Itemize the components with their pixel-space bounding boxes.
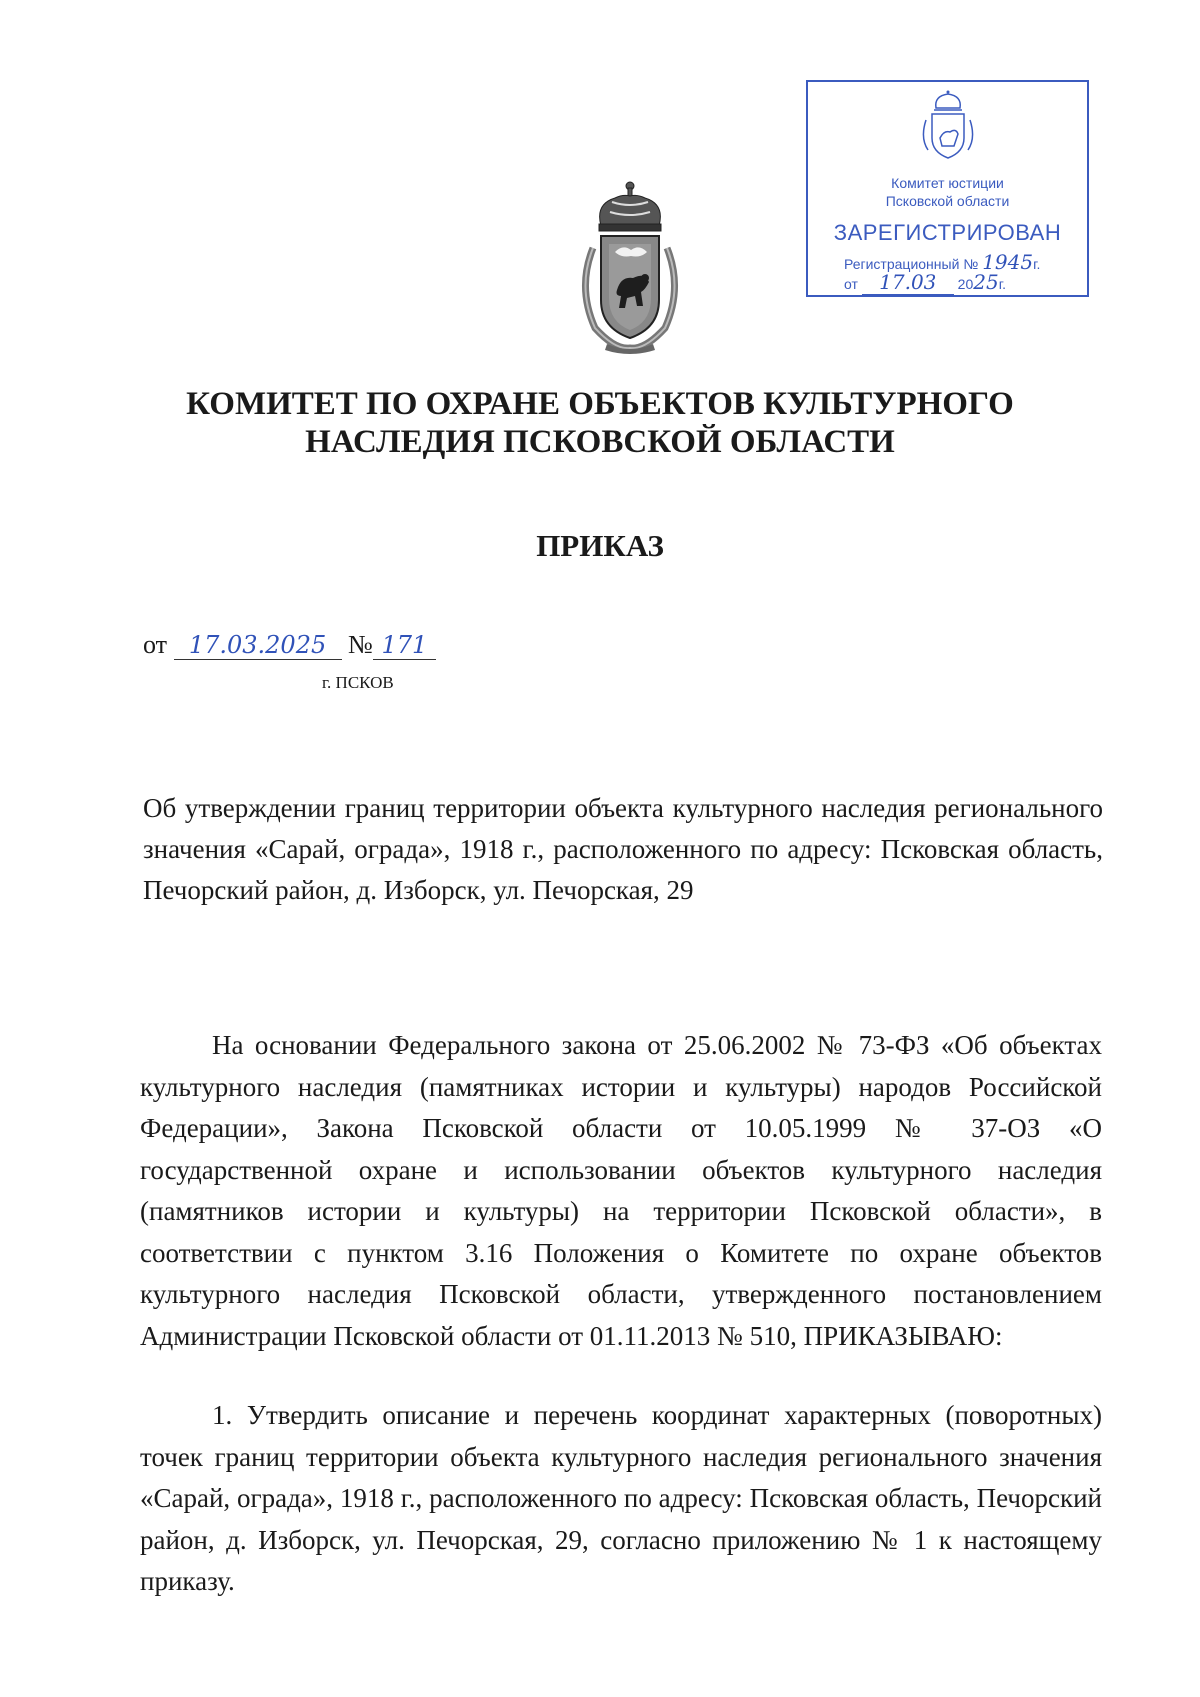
order-subject: Об утверждении границ территории объекта культурного наследия регионального значения «Сарай, ограда», 1918 г., расположенного по адресу: Псковская область, Печорский район, д. Изборск, ул. Печорская, 29 (143, 793, 1103, 905)
order-number-value: 171 (373, 631, 436, 660)
stamp-status: ЗАРЕГИСТРИРОВАН (833, 220, 1062, 245)
stamp-year-suffix: г. (998, 276, 1006, 292)
order-number-prefix: № (348, 630, 373, 659)
stamp-date-value: 17.03 (862, 270, 954, 295)
stamp-reg-suffix: г. (1033, 256, 1041, 272)
registration-stamp (806, 80, 1089, 297)
order-date-number-line (143, 630, 436, 660)
preamble-paragraph: На основании Федерального закона от 25.06.2002 № 73-ФЗ «Об объектах культурного наследия (памятниках истории и культуры) народов Российской Федерации», Закона Псковской области от 10.05.1999 № 37-ОЗ «О государственной охране и использовании объектов культурного наследия (памятников истории и культуры) на территории Псковской области», в соответствии с пунктом 3.16 Положения о Комитете по охране объектов культурного наследия Псковской области, утвержденного постановлением Администрации Псковской области от 01.11.2013 № 510, ПРИКАЗЫВАЮ: (140, 1030, 1102, 1351)
order-city: г. ПСКОВ (322, 673, 394, 692)
stamp-date-line (844, 270, 1006, 295)
stamp-reg-number: 1945 (982, 250, 1034, 274)
stamp-reg-label: Регистрационный № (844, 256, 979, 272)
order-item-1: 1. Утвердить описание и перечень координат характерных (поворотных) точек границ территории объекта культурного наследия регионального значения «Сарай, ограда», 1918 г., расположенного по адресу: Псковская область, Печорский район, д. Изборск, ул. Печорская, 29, согласно приложению № 1 к настоящему приказу. (140, 1400, 1102, 1596)
organization-title-line1: КОМИТЕТ ПО ОХРАНЕ ОБЪЕКТОВ КУЛЬТУРНОГО (186, 386, 1014, 422)
stamp-org-line1: Комитет юстиции (891, 175, 1004, 191)
document-type: ПРИКАЗ (536, 528, 664, 563)
order-date-value: 17.03.2025 (174, 631, 342, 660)
stamp-coat-of-arms-icon (918, 90, 978, 162)
stamp-org-line2: Псковской области (885, 193, 1010, 209)
stamp-organization (808, 174, 1087, 210)
stamp-date-prefix: от (844, 276, 858, 292)
order-date-prefix: от (143, 630, 168, 659)
organization-title-line2: НАСЛЕДИЯ ПСКОВСКОЙ ОБЛАСТИ (305, 424, 895, 460)
stamp-year-value: 25 (973, 270, 999, 294)
coat-of-arms-icon (565, 178, 695, 356)
organization-title (100, 385, 1100, 461)
stamp-year-prefix: 20 (957, 276, 974, 292)
